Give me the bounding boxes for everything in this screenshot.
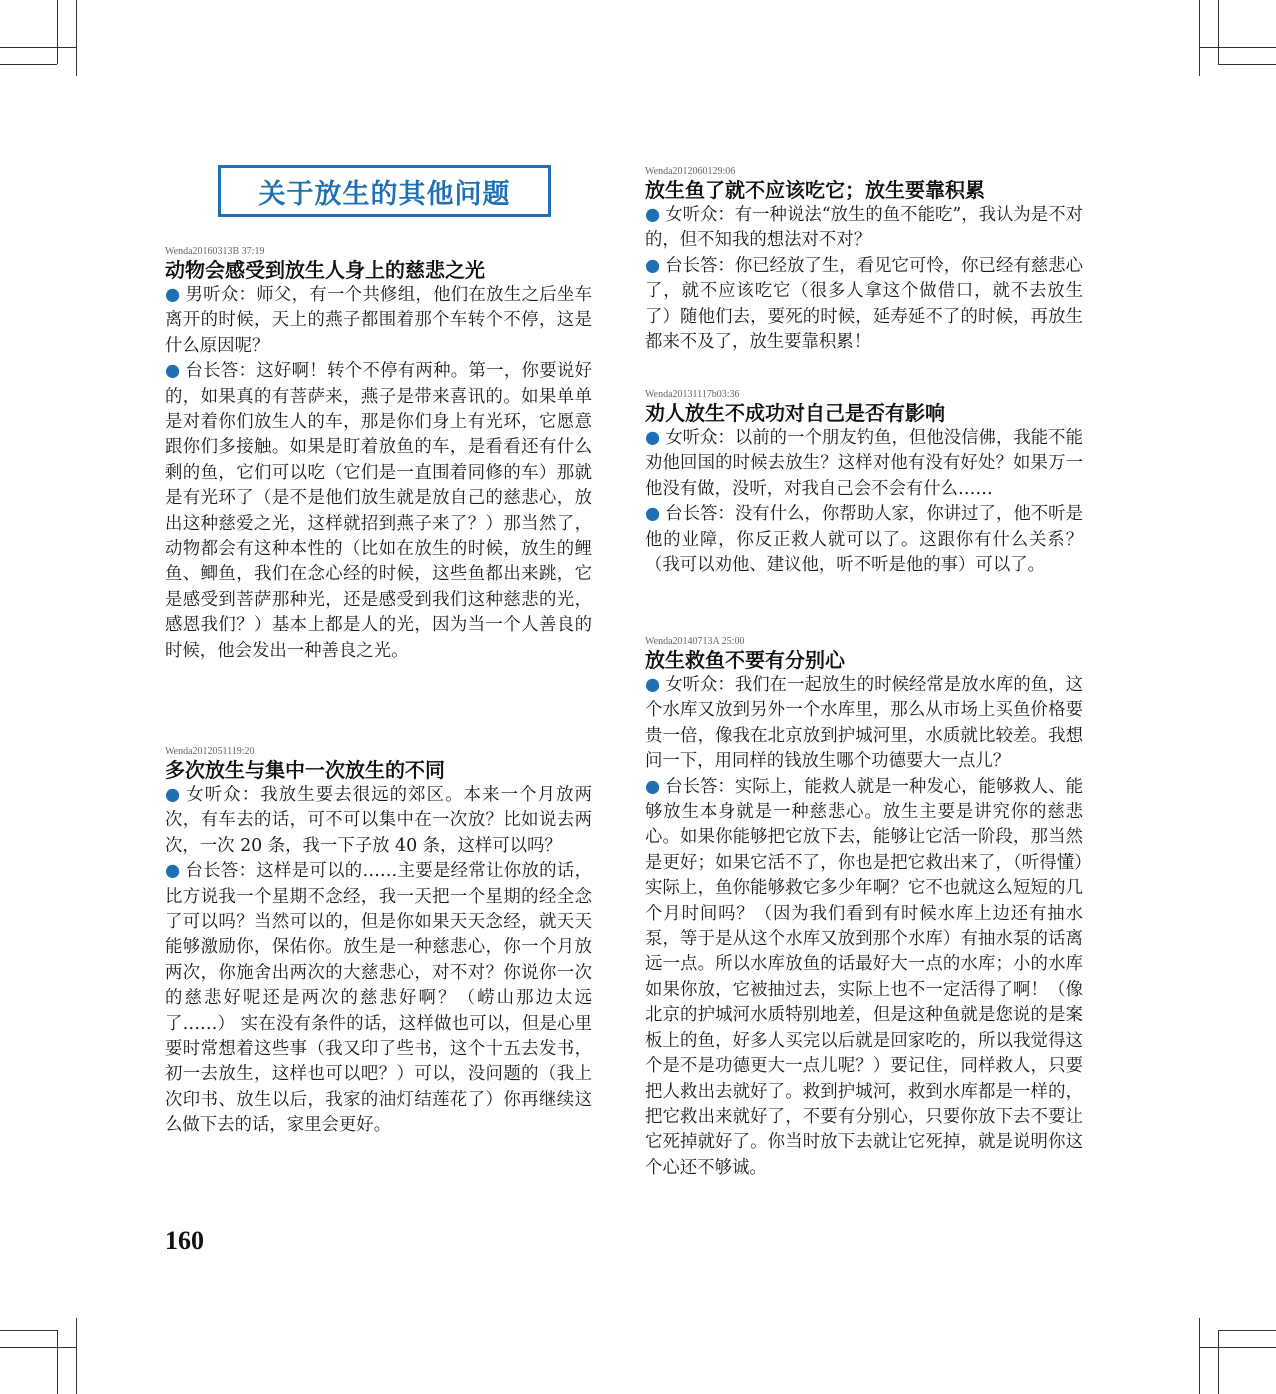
crop-mark: [1199, 0, 1200, 76]
article-title: 放生救鱼不要有分别心: [645, 648, 845, 672]
paragraph-text: 这好啊！转个不停有两种。第一，你要说好的，如果真的有菩萨来，燕子是带来喜讯的。如果单单是对着你们放生人的车，那是你们身上有光环，它愿意跟你们多接触。如果是盯着放鱼的车，是看看还有什么剩的鱼，它们可以吃（它们是一直围着同修的车）那就是有光环了（是不是他们放生就是放自己的慈悲心，放出这种慈爱之光，这样就招到燕子来了？）那当然了，动物都会有这种本性的（比如在放生的时候，放生的鲤鱼、鲫鱼，我们在念心经的时候，这些鱼都出来跳，它是感受到菩萨那种光，还是感受到我们这种慈悲的光，感恩我们？）基本上都是人的光，因为当一个人善良的时候，他会发出一种善良之光。: [165, 361, 592, 661]
bullet-icon: ●: [645, 776, 661, 797]
speaker-label: 台长答：: [665, 776, 735, 797]
crop-mark: [1218, 1330, 1219, 1394]
paragraph-text: 师父，有一个共修组，他们在放生之后坐车离开的时候，天上的燕子都围着那个车转个不停，这是什么原因呢？: [165, 285, 592, 356]
article-title: 放生鱼了就不应该吃它；放生要靠积累: [645, 178, 985, 202]
crop-mark: [57, 0, 58, 64]
bullet-icon: ●: [645, 255, 661, 276]
paragraph-text: 我放生要去很远的郊区。本来一个月放两次，有车去的话，可不可以集中在一次放？比如说去两次，一次 20 条，我一下子放 40 条，这样可以吗？: [165, 785, 592, 856]
paragraph-text: 实际上，能救人就是一种发心，能够救人、能够放生本身就是一种慈悲心。放生主要是讲究你的慈悲心。如果你能够把它放下去，能够让它活一阶段，那当然是更好；如果它活不了，你也是把它救出来了，（听得懂）实际上，鱼你能够救它多少年啊？它不也就这么短短的几个月时间吗？（因为我们看到有时候水库上边还有抽水泵，等于是从这个水库又放到那个水库）有抽水泵的话离远一点。所以水库放鱼的话最好大一点的水库；小的水库如果你放，它被抽过去，实际上也不一定活得了啊！（像北京的护城河水质特别地差，但是这种鱼就是您说的是案板上的鱼，好多人买完以后就是回家吃的，所以我觉得这个是不是功德更大一点儿呢？）要记住，同样救人，只要把人救出去就好了。救到护城河，救到水库都是一样的，把它救出来就好了，不要有分别心，只要你放下去不要让它死掉就好了。你当时放下去就让它死掉，就是说明你这个心还不够诚。: [645, 776, 1083, 1178]
bullet-icon: ●: [645, 675, 661, 695]
article-meta: Wenda20140713A 25:00: [645, 636, 745, 647]
crop-mark: [57, 1330, 58, 1394]
bullet-icon: ●: [645, 428, 661, 448]
article: [645, 166, 1083, 355]
speaker-label: 男听众：: [185, 285, 257, 305]
crop-mark: [1199, 47, 1276, 48]
crop-mark: [1199, 1347, 1276, 1348]
question-paragraph: [645, 203, 1083, 254]
paragraph-text: 没有什么，你帮助人家，你讲过了，他不听是他的业障，你反正救人就可以了。这跟你有什么关系？（我可以劝他、建议他，听不听是他的事）可以了。: [645, 504, 1083, 576]
bullet-icon: ●: [165, 361, 181, 382]
crop-mark: [1218, 64, 1276, 65]
speaker-label: 台长答：: [665, 504, 735, 525]
crop-mark: [0, 1347, 76, 1348]
speaker-label: 女听众：: [665, 428, 735, 448]
paragraph-text: 你已经放了生，看见它可怜，你已经有慈悲心了，就不应该吃它（很多人拿这个做借口，就不去放生了）随他们去，要死的时候，延寿延不了的时候，再放生都来不及了，放生要靠积累！: [645, 255, 1083, 353]
bullet-icon: ●: [165, 785, 182, 805]
answer-paragraph: [645, 254, 1083, 356]
crop-mark: [1218, 1330, 1276, 1331]
page-number: 160: [165, 1226, 204, 1255]
section-title: 关于放生的其他问题: [258, 178, 511, 210]
question-paragraph: [165, 783, 592, 859]
article-title: 动物会感受到放生人身上的慈悲之光: [165, 258, 485, 282]
speaker-label: 女听众：: [665, 675, 735, 695]
article: [165, 746, 592, 1139]
article-meta: Wenda2012060129:06: [645, 166, 736, 177]
speaker-label: 台长答：: [665, 255, 735, 276]
answer-paragraph: [165, 359, 592, 664]
question-paragraph: [645, 673, 1083, 775]
crop-mark: [0, 47, 76, 48]
article: [165, 246, 592, 664]
question-paragraph: [165, 283, 592, 359]
crop-mark: [1218, 0, 1219, 64]
crop-mark: [1199, 1318, 1200, 1394]
article: [645, 389, 1083, 578]
section-title-box: [218, 165, 551, 217]
answer-paragraph: [645, 502, 1083, 578]
article-meta: Wenda20160313B 37:19: [165, 246, 265, 257]
paragraph-text: 有一种说法“放生的鱼不能吃”，我认为是不对的，但不知我的想法对不对？: [645, 205, 1083, 251]
article-meta: Wenda2012051119:20: [165, 746, 255, 757]
bullet-icon: ●: [645, 205, 661, 225]
article: [645, 636, 1083, 1181]
crop-mark: [0, 64, 57, 65]
speaker-label: 台长答：: [185, 361, 257, 382]
paragraph-text: 我们在一起放生的时候经常是放水库的鱼，这个水库又放到另外一个水库里，那么从市场上买鱼价格要贵一倍，像我在北京放到护城河里，水质就比较差。我想问一下，用同样的钱放生哪个功德要大一点儿？: [645, 675, 1083, 772]
crop-mark: [0, 1330, 57, 1331]
answer-paragraph: [165, 859, 592, 1138]
paragraph-text: 这样是可以的……主要是经常让你放的话，比方说我一个星期不念经，我一天把一个星期的经全念了可以吗？当然可以的，但是你如果天天念经，就天天能够激励你，保佑你。放生是一种慈悲心，你一个月放两次，你施舍出两次的大慈悲心，对不对？你说你一次的慈悲好呢还是两次的慈悲好啊？（崂山那边太远了……） 实在没有条件的话，这样做也可以，但是心里要时常想着这些事（我又印了些书，这个十五去发书，初一去放生，这样也可以吧？）可以，没问题的（我上次印书、放生以后，我家的油灯结莲花了）你再继续这么做下去的话，家里会更好。: [165, 861, 592, 1136]
bullet-icon: ●: [645, 504, 661, 525]
question-paragraph: [645, 426, 1083, 502]
answer-paragraph: [645, 775, 1083, 1182]
article-meta: Wenda20131117b03:36: [645, 389, 740, 400]
article-title: 多次放生与集中一次放生的不同: [165, 758, 445, 782]
article-title: 劝人放生不成功对自己是否有影响: [645, 401, 945, 425]
crop-mark: [76, 1318, 77, 1394]
bullet-icon: ●: [165, 861, 181, 882]
speaker-label: 女听众：: [186, 785, 261, 805]
crop-mark: [76, 0, 77, 76]
paragraph-text: 以前的一个朋友钓鱼，但他没信佛，我能不能劝他回国的时候去放生？这样对他有没有好处？如果万一他没有做，没听，对我自己会不会有什么……: [645, 428, 1083, 499]
bullet-icon: ●: [165, 285, 181, 305]
speaker-label: 女听众：: [665, 205, 735, 225]
speaker-label: 台长答：: [185, 861, 257, 882]
